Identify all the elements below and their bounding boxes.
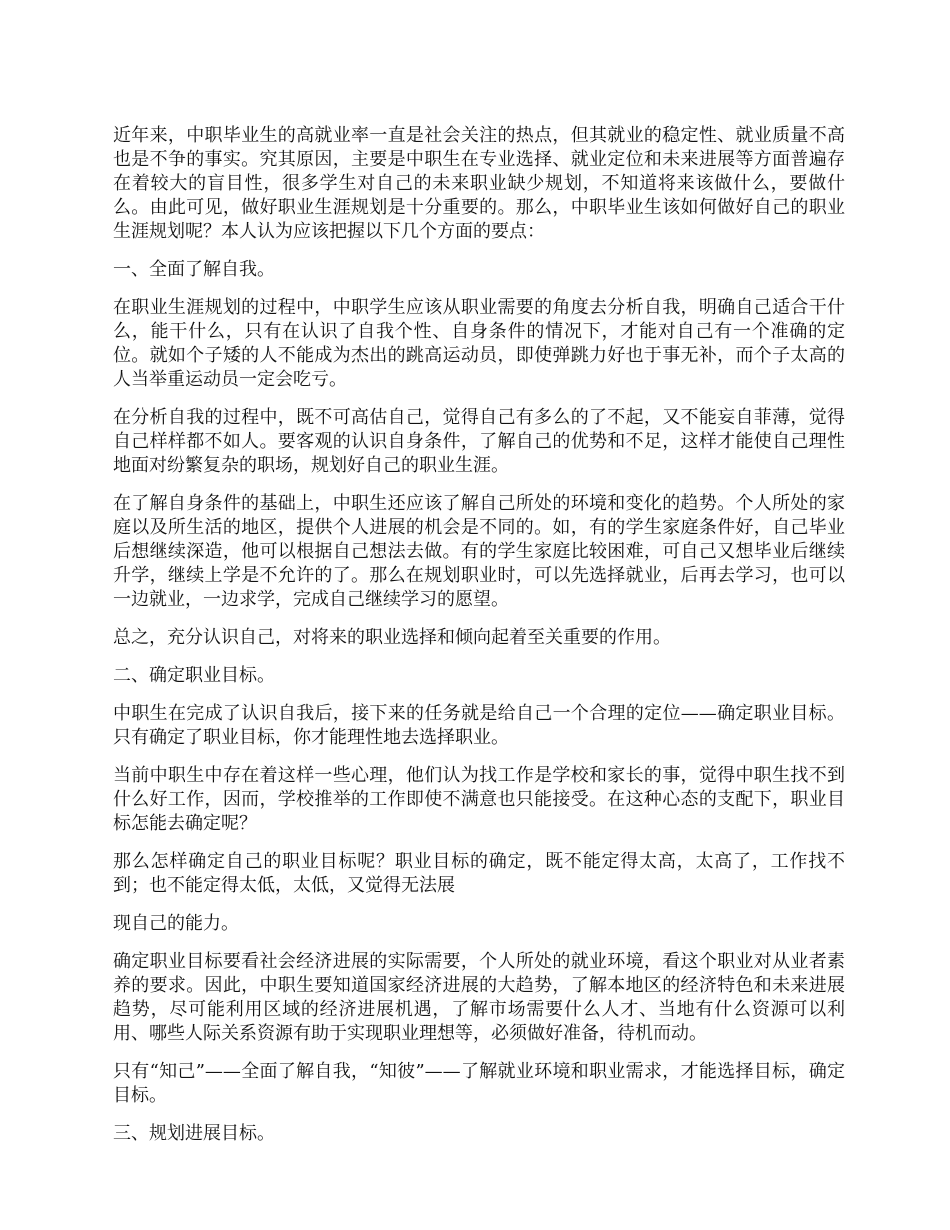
document-body [113, 124, 845, 1160]
body-paragraph: 中职生在完成了认识自我后，接下来的任务就是给自己一个合理的定位——确定职业目标。只有确定了职业目标，你才能理性地去选择职业。 [113, 703, 845, 748]
section-heading-3: 三、规划进展目标。 [113, 1123, 275, 1144]
body-paragraph: 总之，充分认识自己，对将来的职业选择和倾向起着至关重要的作用。 [113, 627, 671, 648]
body-paragraph: 现自己的能力。 [113, 913, 239, 934]
section-heading-2: 二、确定职业目标。 [113, 665, 275, 686]
body-paragraph: 只有“知己”——全面了解自我，“知彼”——了解就业环境和职业需求，才能选择目标，确定目标。 [113, 1061, 845, 1106]
body-paragraph: 在职业生涯规划的过程中，中职学生应该从职业需要的角度去分析自我，明确自己适合干什么，能干什么，只有在认识了自我个性、自身条件的情况下，才能对自己有一个准确的定位。就如个子矮的人不能成为杰出的跳高运动员，即使弹跳力好也于事无补，而个子太高的人当举重运动员一定会吃亏。 [113, 297, 845, 390]
body-paragraph: 在分析自我的过程中，既不可高估自己，觉得自己有多么的了不起，又不能妄自菲薄，觉得自己样样都不如人。要客观的认识自身条件，了解自己的优势和不足，这样才能使自己理性地面对纷繁复杂的职场，规划好自己的职业生涯。 [113, 407, 845, 476]
body-paragraph: 当前中职生中存在着这样一些心理，他们认为找工作是学校和家长的事，觉得中职生找不到什么好工作，因而，学校推举的工作即使不满意也只能接受。在这种心态的支配下，职业目标怎能去确定呢？ [113, 765, 845, 834]
intro-paragraph: 近年来，中职毕业生的高就业率一直是社会关注的热点，但其就业的稳定性、就业质量不高也是不争的事实。究其原因，主要是中职生在专业选择、就业定位和未来进展等方面普遍存在着较大的盲目性，很多学生对自己的未来职业缺少规划，不知道将来该做什么，要做什么。由此可见，做好职业生涯规划是十分重要的。那么，中职毕业生该如何做好自己的职业生涯规划呢？本人认为应该把握以下几个方面的要点： [113, 125, 845, 242]
section-heading-1: 一、全面了解自我。 [113, 259, 275, 280]
body-paragraph: 确定职业目标要看社会经济进展的实际需要，个人所处的就业环境，看这个职业对从业者素养的要求。因此，中职生要知道国家经济进展的大趋势，了解本地区的经济特色和未来进展趋势，尽可能利用区域的经济进展机遇，了解市场需要什么人才、当地有什么资源可以利用、哪些人际关系资源有助于实现职业理想等，必须做好准备，待机而动。 [113, 951, 845, 1044]
body-paragraph: 在了解自身条件的基础上，中职生还应该了解自己所处的环境和变化的趋势。个人所处的家庭以及所生活的地区，提供个人进展的机会是不同的。如，有的学生家庭条件好，自己毕业后想继续深造，他可以根据自己想法去做。有的学生家庭比较困难，可自己又想毕业后继续升学，继续上学是不允许的了。那么在规划职业时，可以先选择就业，后再去学习，也可以一边就业，一边求学，完成自己继续学习的愿望。 [113, 493, 845, 610]
body-paragraph: 那么怎样确定自己的职业目标呢？职业目标的确定，既不能定得太高，太高了，工作找不到；也不能定得太低，太低，又觉得无法展 [113, 851, 845, 896]
